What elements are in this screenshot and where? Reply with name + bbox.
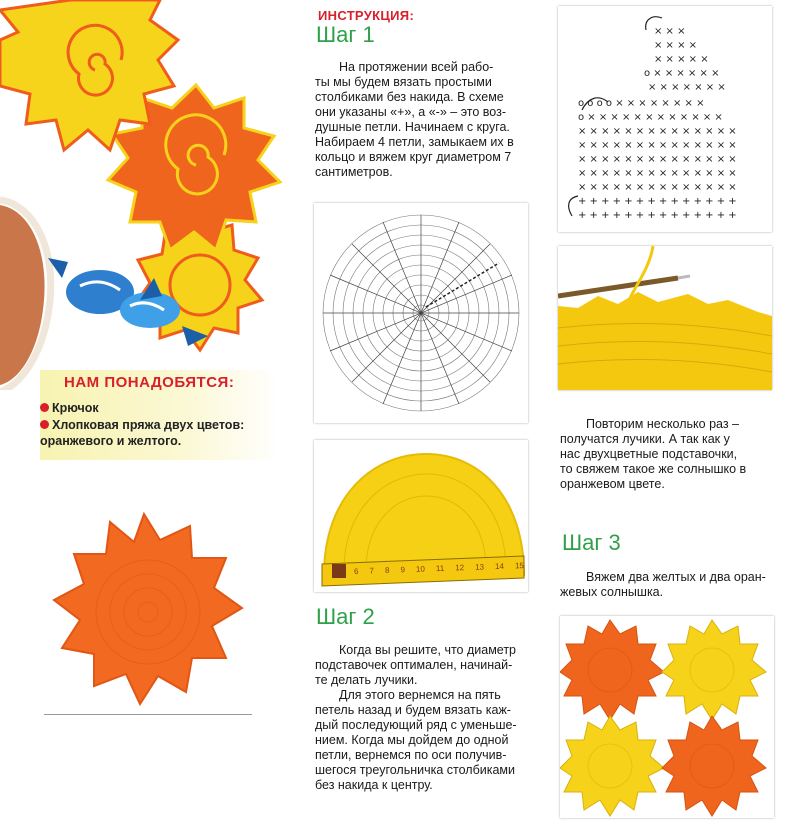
- svg-text:o × × × × × ×: o × × × × × ×: [644, 68, 720, 79]
- svg-text:× × ×: × × ×: [654, 26, 686, 37]
- divider-line: [44, 714, 252, 715]
- instruction-label: ИНСТРУКЦИЯ:: [318, 8, 415, 23]
- svg-text:× × × × × × × × × × × × × ×: × × × × × × × × × × × × × ×: [578, 168, 737, 179]
- svg-text:× × × × × × × × × × × × × ×: × × × × × × × × × × × × × ×: [578, 126, 737, 137]
- step-3-title: Шаг 3: [562, 530, 621, 555]
- svg-text:+ + + + + + + + + + + + + +: + + + + + + + + + + + + + +: [578, 196, 737, 207]
- yellow-circle-photo: [314, 440, 528, 592]
- bullet-icon: [40, 420, 49, 429]
- svg-text:× × × × × × × × × × × × × ×: × × × × × × × × × × × × × ×: [578, 140, 737, 151]
- circle-scheme-diagram: [314, 203, 528, 423]
- step-2-title: Шаг 2: [316, 604, 375, 629]
- step-2-text: Когда вы решите, что диаметр подставочек оптимален, начинай- те делать лучики. Для этого вернемся на пять петель назад и будем вязать каж- дый последующий ряд с уменьше- нием. Когда мы дойдем до одной петли, вернемся по оси получив- шегося треугольничка столбиками без накида к центру.: [315, 643, 517, 792]
- svg-text:o o o o × × × × × × × ×: o o o o × × × × × × × ×: [578, 98, 705, 109]
- materials-item-hook: Крючок: [40, 400, 99, 416]
- four-suns-photo: [560, 616, 774, 818]
- repeat-text: Повторим несколько раз – получатся лучики. А так как у нас двухцветные подставочки, то свяжем такое же солнышко в оранжевом цвете.: [560, 417, 747, 491]
- ray-scheme-diagram: [558, 6, 772, 232]
- tape-measure-numbers: 6 7 8 9 10 11 12 13 14 15: [353, 561, 525, 576]
- svg-text:× × × × × × ×: × × × × × × ×: [648, 82, 726, 93]
- materials-item-colors: оранжевого и желтого.: [40, 434, 182, 448]
- hero-photo: [0, 0, 300, 390]
- orange-sun-photo: [44, 508, 252, 714]
- step-3-text: Вяжем два желтых и два оран- жевых солнышка.: [560, 570, 766, 599]
- svg-text:× × × × ×: × × × × ×: [654, 54, 709, 65]
- svg-text:+ + + + + + + + + + + + + +: + + + + + + + + + + + + + +: [578, 210, 737, 221]
- svg-text:× × × ×: × × × ×: [654, 40, 698, 51]
- materials-title: НАМ ПОНАДОБЯТСЯ:: [64, 374, 235, 391]
- svg-text:× × × × × × × × × × × × × ×: × × × × × × × × × × × × × ×: [578, 154, 737, 165]
- materials-box: [40, 370, 280, 460]
- step-1-title: Шаг 1: [316, 22, 375, 47]
- svg-text:× × × × × × × × × × × × × ×: × × × × × × × × × × × × × ×: [578, 182, 737, 193]
- materials-item-yarn: Хлопковая пряжа двух цветов:: [40, 417, 244, 433]
- svg-text:o × × × × × × × × × × × ×: o × × × × × × × × × × × ×: [578, 112, 723, 123]
- crochet-hook-photo: [558, 246, 772, 390]
- step-1-text: На протяжении всей рабо- ты мы будем вязать простыми столбиками без накида. В схеме они указаны «+», а «-» – это воз- душные петли. Начинаем с круга. Набираем 4 петли, замыкаем их в кольцо и вяжем круг диаметром 7 сантиметров.: [315, 60, 514, 179]
- bullet-icon: [40, 403, 49, 412]
